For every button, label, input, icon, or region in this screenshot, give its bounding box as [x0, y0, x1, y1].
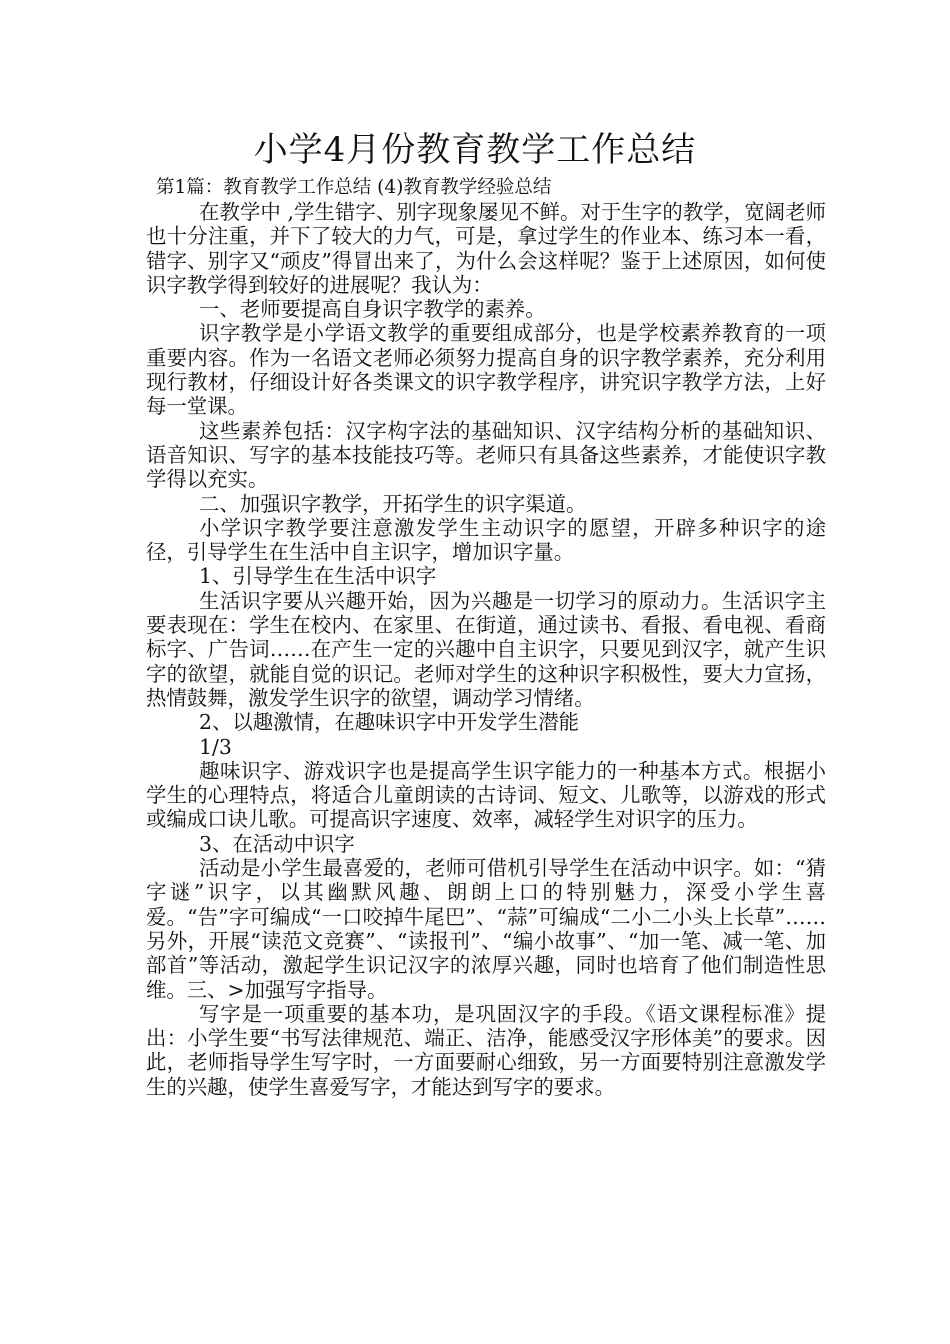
paragraph: 这些素养包括：汉字构字法的基础知识、汉字结构分析的基础知识、语音知识、写字的基本技能技巧等。老师只有具备这些素养，才能使识字教学得以充实。	[146, 418, 826, 492]
paragraph: 写字是一项重要的基本功，是巩固汉字的手段。《语文课程标准》提出：小学生要“书写法律规范、端正、洁净，能感受汉字形体美”的要求。因此，老师指导学生写字时，一方面要耐心细致，另一方面要特别注意激发学生的兴趣，使学生喜爱写字，才能达到写字的要求。	[146, 1001, 826, 1099]
paragraph: 生活识字要从兴趣开始，因为兴趣是一切学习的原动力。生活识字主要表现在：学生在校内、在家里、在街道，通过读书、看报、看电视、看商标字、广告词……在产生一定的兴趣中自主识字，只要见到汉字，就产生识字的欲望，就能自觉的识记。老师对学生的这种识字积极性，要大力宣扬，热情鼓舞，激发学生识字的欲望，调动学习情绪。	[146, 588, 826, 710]
document-subtitle: 第1篇：教育教学工作总结 (4)教育教学经验总结	[156, 177, 552, 198]
paragraph: 小学识字教学要注意激发学生主动识字的愿望，开辟多种识字的途径，引导学生在生活中自主识字，增加识字量。	[146, 515, 826, 565]
subheading-2: 2、以趣激情，在趣味识字中开发学生潜能	[199, 710, 580, 735]
paragraph: 趣味识字、游戏识字也是提高学生识字能力的一种基本方式。根据小学生的心理特点，将适合儿童朗读的古诗词、短文、儿歌等，以游戏的形式或编成口诀儿歌。可提高识字速度、效率，减轻学生对识字的压力。	[146, 758, 826, 832]
document-title: 小学4月份教育教学工作总结	[253, 130, 697, 170]
paragraph: 活动是小学生最喜爱的，老师可借机引导学生在活动中识字。如：“猜字谜”识字，以其幽默风趣、朗朗上口的特别魅力，深受小学生喜爱。“告”字可编成“一口咬掉牛尾巴”、“蒜”可编成“二小二小头上长草”……另外，开展“读范文竞赛”、“读报刊”、“编小故事”、“加一笔、减一笔、加部首”等活动，激起学生识记汉字的浓厚兴趣，同时也培育了他们制造性思维。三、>加强写字指导。	[146, 856, 826, 1002]
paragraph-intro: 在教学中 ,学生错字、别字现象屡见不鲜。对于生字的教学，宽阔老师也十分注重，并下了较大的力气，可是，拿过学生的作业本、练习本一看，错字、别字又“顽皮”得冒出来了，为什么会这样呢？鉴于上述原因，如何使识字教学得到较好的进展呢？我认为：	[146, 200, 826, 297]
page-number: 1/3	[199, 734, 232, 759]
document-body	[146, 200, 826, 1099]
subheading-3: 3、在活动中识字	[199, 831, 355, 856]
heading-section-2: 二、加强识字教学，开拓学生的识字渠道。	[199, 491, 587, 516]
paragraph: 识字教学是小学语文教学的重要组成部分，也是学校素养教育的一项重要内容。作为一名语文老师必须努力提高自身的识字教学素养，充分利用现行教材，仔细设计好各类课文的识字教学程序，讲究识字教学方法，上好每一堂课。	[146, 321, 826, 419]
heading-section-1: 一、老师要提高自身识字教学的素养。	[199, 297, 546, 322]
subheading-1: 1、引导学生在生活中识字	[199, 564, 437, 589]
